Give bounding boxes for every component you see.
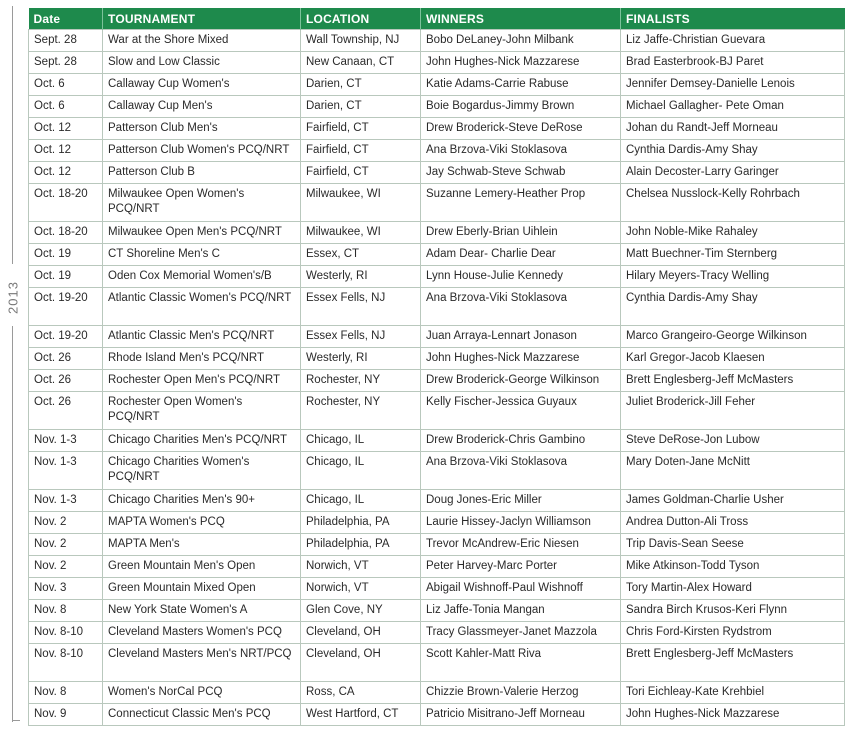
cell-tournament: Patterson Club Men's <box>103 118 301 140</box>
cell-location: Darien, CT <box>301 96 421 118</box>
cell-finalists: Steve DeRose-Jon Lubow <box>621 430 845 452</box>
cell-date: Oct. 18-20 <box>29 222 103 244</box>
cell-winners: Doug Jones-Eric Miller <box>421 490 621 512</box>
cell-finalists: Cynthia Dardis-Amy Shay <box>621 288 845 326</box>
cell-finalists: Brett Englesberg-Jeff McMasters <box>621 370 845 392</box>
cell-finalists: Jennifer Demsey-Danielle Lenois <box>621 74 845 96</box>
cell-finalists: Matt Buechner-Tim Sternberg <box>621 244 845 266</box>
cell-winners: Ana Brzova-Viki Stoklasova <box>421 452 621 490</box>
cell-location: Chicago, IL <box>301 452 421 490</box>
header-location: LOCATION <box>301 8 421 30</box>
cell-tournament: Green Mountain Mixed Open <box>103 578 301 600</box>
cell-finalists: Michael Gallagher- Pete Oman <box>621 96 845 118</box>
cell-tournament: CT Shoreline Men's C <box>103 244 301 266</box>
cell-location: Milwaukee, WI <box>301 222 421 244</box>
cell-tournament: Oden Cox Memorial Women's/B <box>103 266 301 288</box>
cell-tournament: Slow and Low Classic <box>103 52 301 74</box>
cell-date: Oct. 26 <box>29 370 103 392</box>
cell-tournament: Chicago Charities Men's PCQ/NRT <box>103 430 301 452</box>
cell-date: Nov. 3 <box>29 578 103 600</box>
cell-winners: Katie Adams-Carrie Rabuse <box>421 74 621 96</box>
cell-tournament: Atlantic Classic Women's PCQ/NRT <box>103 288 301 326</box>
cell-finalists: Karl Gregor-Jacob Klaesen <box>621 348 845 370</box>
cell-date: Nov. 8 <box>29 682 103 704</box>
cell-winners: Suzanne Lemery-Heather Prop <box>421 184 621 222</box>
cell-tournament: Callaway Cup Men's <box>103 96 301 118</box>
cell-finalists: Chris Ford-Kirsten Rydstrom <box>621 622 845 644</box>
cell-location: Westerly, RI <box>301 266 421 288</box>
cell-winners: Drew Eberly-Brian Uihlein <box>421 222 621 244</box>
cell-finalists: Mary Doten-Jane McNitt <box>621 452 845 490</box>
header-date: Date <box>29 8 103 30</box>
cell-date: Oct. 12 <box>29 162 103 184</box>
cell-winners: Tracy Glassmeyer-Janet Mazzola <box>421 622 621 644</box>
cell-date: Nov. 1-3 <box>29 452 103 490</box>
table-row <box>29 578 845 600</box>
cell-winners: Drew Broderick-Steve DeRose <box>421 118 621 140</box>
cell-date: Oct. 19-20 <box>29 326 103 348</box>
table-row <box>29 348 845 370</box>
cell-location: Fairfield, CT <box>301 140 421 162</box>
table-row <box>29 52 845 74</box>
cell-tournament: MAPTA Women's PCQ <box>103 512 301 534</box>
cell-date: Nov. 8-10 <box>29 644 103 682</box>
cell-location: Essex, CT <box>301 244 421 266</box>
cell-finalists: Brett Englesberg-Jeff McMasters <box>621 644 845 682</box>
cell-date: Sept. 28 <box>29 30 103 52</box>
table-row <box>29 392 845 430</box>
cell-location: Essex Fells, NJ <box>301 288 421 326</box>
cell-tournament: Connecticut Classic Men's PCQ <box>103 704 301 726</box>
cell-location: Darien, CT <box>301 74 421 96</box>
cell-finalists: Chelsea Nusslock-Kelly Rohrbach <box>621 184 845 222</box>
cell-winners: Lynn House-Julie Kennedy <box>421 266 621 288</box>
cell-winners: Juan Arraya-Lennart Jonason <box>421 326 621 348</box>
cell-date: Nov. 2 <box>29 512 103 534</box>
table-row <box>29 30 845 52</box>
cell-location: Cleveland, OH <box>301 622 421 644</box>
side-rule-foot <box>12 720 20 721</box>
cell-tournament: Milwaukee Open Men's PCQ/NRT <box>103 222 301 244</box>
table-row <box>29 556 845 578</box>
cell-location: Philadelphia, PA <box>301 534 421 556</box>
table-row <box>29 644 845 682</box>
cell-tournament: War at the Shore Mixed <box>103 30 301 52</box>
cell-finalists: Juliet Broderick-Jill Feher <box>621 392 845 430</box>
cell-finalists: Johan du Randt-Jeff Morneau <box>621 118 845 140</box>
cell-winners: Liz Jaffe-Tonia Mangan <box>421 600 621 622</box>
cell-finalists: Cynthia Dardis-Amy Shay <box>621 140 845 162</box>
table-row <box>29 184 845 222</box>
table-header <box>29 8 845 30</box>
table-row <box>29 162 845 184</box>
cell-finalists: Trip Davis-Sean Seese <box>621 534 845 556</box>
cell-tournament: Patterson Club Women's PCQ/NRT <box>103 140 301 162</box>
cell-winners: Ana Brzova-Viki Stoklasova <box>421 288 621 326</box>
results-table <box>28 8 845 726</box>
cell-finalists: Sandra Birch Krusos-Keri Flynn <box>621 600 845 622</box>
cell-winners: Ana Brzova-Viki Stoklasova <box>421 140 621 162</box>
side-rule <box>0 0 26 745</box>
table-row <box>29 452 845 490</box>
cell-location: Chicago, IL <box>301 430 421 452</box>
cell-finalists: Alain Decoster-Larry Garinger <box>621 162 845 184</box>
cell-winners: Trevor McAndrew-Eric Niesen <box>421 534 621 556</box>
header-tournament: TOURNAMENT <box>103 8 301 30</box>
cell-location: Ross, CA <box>301 682 421 704</box>
header-winners: WINNERS <box>421 8 621 30</box>
cell-location: Philadelphia, PA <box>301 512 421 534</box>
cell-location: Fairfield, CT <box>301 162 421 184</box>
table-row <box>29 430 845 452</box>
cell-tournament: Cleveland Masters Women's PCQ <box>103 622 301 644</box>
cell-date: Oct. 26 <box>29 348 103 370</box>
cell-finalists: Hilary Meyers-Tracy Welling <box>621 266 845 288</box>
cell-date: Oct. 19 <box>29 266 103 288</box>
cell-date: Sept. 28 <box>29 52 103 74</box>
cell-finalists: James Goldman-Charlie Usher <box>621 490 845 512</box>
cell-finalists: John Hughes-Nick Mazzarese <box>621 704 845 726</box>
cell-tournament: Callaway Cup Women's <box>103 74 301 96</box>
cell-date: Nov. 2 <box>29 534 103 556</box>
cell-tournament: Rochester Open Women's PCQ/NRT <box>103 392 301 430</box>
cell-tournament: Women's NorCal PCQ <box>103 682 301 704</box>
cell-location: Cleveland, OH <box>301 644 421 682</box>
cell-finalists: Tori Eichleay-Kate Krehbiel <box>621 682 845 704</box>
table-row <box>29 96 845 118</box>
cell-location: Chicago, IL <box>301 490 421 512</box>
cell-date: Oct. 19 <box>29 244 103 266</box>
cell-finalists: Liz Jaffe-Christian Guevara <box>621 30 845 52</box>
table-row <box>29 118 845 140</box>
cell-winners: Bobo DeLaney-John Milbank <box>421 30 621 52</box>
cell-location: Essex Fells, NJ <box>301 326 421 348</box>
cell-date: Oct. 12 <box>29 140 103 162</box>
table-row <box>29 490 845 512</box>
table-body <box>29 30 845 726</box>
cell-date: Nov. 8 <box>29 600 103 622</box>
cell-location: New Canaan, CT <box>301 52 421 74</box>
table-row <box>29 622 845 644</box>
cell-date: Oct. 19-20 <box>29 288 103 326</box>
year-label: 2013 <box>5 281 21 314</box>
cell-date: Nov. 1-3 <box>29 490 103 512</box>
table-row <box>29 326 845 348</box>
header-finalists: FINALISTS <box>621 8 845 30</box>
cell-winners: Scott Kahler-Matt Riva <box>421 644 621 682</box>
cell-winners: John Hughes-Nick Mazzarese <box>421 348 621 370</box>
cell-winners: Jay Schwab-Steve Schwab <box>421 162 621 184</box>
cell-location: Wall Township, NJ <box>301 30 421 52</box>
table-row <box>29 512 845 534</box>
cell-tournament: Rochester Open Men's PCQ/NRT <box>103 370 301 392</box>
cell-winners: John Hughes-Nick Mazzarese <box>421 52 621 74</box>
table-row <box>29 222 845 244</box>
cell-winners: Boie Bogardus-Jimmy Brown <box>421 96 621 118</box>
table-row <box>29 370 845 392</box>
table-row <box>29 74 845 96</box>
cell-location: Westerly, RI <box>301 348 421 370</box>
cell-location: Glen Cove, NY <box>301 600 421 622</box>
cell-location: Norwich, VT <box>301 578 421 600</box>
cell-date: Nov. 1-3 <box>29 430 103 452</box>
cell-tournament: MAPTA Men's <box>103 534 301 556</box>
cell-tournament: Cleveland Masters Men's NRT/PCQ <box>103 644 301 682</box>
table-row <box>29 704 845 726</box>
cell-winners: Abigail Wishnoff-Paul Wishnoff <box>421 578 621 600</box>
cell-location: Rochester, NY <box>301 370 421 392</box>
side-rule-top <box>12 6 13 264</box>
cell-date: Oct. 18-20 <box>29 184 103 222</box>
cell-winners: Peter Harvey-Marc Porter <box>421 556 621 578</box>
cell-tournament: Milwaukee Open Women's PCQ/NRT <box>103 184 301 222</box>
cell-date: Oct. 12 <box>29 118 103 140</box>
cell-tournament: Rhode Island Men's PCQ/NRT <box>103 348 301 370</box>
table-row <box>29 266 845 288</box>
cell-winners: Drew Broderick-George Wilkinson <box>421 370 621 392</box>
cell-winners: Chizzie Brown-Valerie Herzog <box>421 682 621 704</box>
cell-location: Fairfield, CT <box>301 118 421 140</box>
cell-location: West Hartford, CT <box>301 704 421 726</box>
cell-location: Milwaukee, WI <box>301 184 421 222</box>
cell-date: Nov. 9 <box>29 704 103 726</box>
cell-date: Nov. 2 <box>29 556 103 578</box>
cell-winners: Kelly Fischer-Jessica Guyaux <box>421 392 621 430</box>
table-row <box>29 244 845 266</box>
cell-location: Rochester, NY <box>301 392 421 430</box>
cell-location: Norwich, VT <box>301 556 421 578</box>
cell-winners: Adam Dear- Charlie Dear <box>421 244 621 266</box>
cell-tournament: Chicago Charities Women's PCQ/NRT <box>103 452 301 490</box>
table-row <box>29 600 845 622</box>
side-rule-bottom <box>12 326 13 722</box>
cell-finalists: Mike Atkinson-Todd Tyson <box>621 556 845 578</box>
cell-date: Oct. 26 <box>29 392 103 430</box>
cell-date: Oct. 6 <box>29 74 103 96</box>
table-row <box>29 534 845 556</box>
cell-date: Nov. 8-10 <box>29 622 103 644</box>
cell-finalists: Marco Grangeiro-George Wilkinson <box>621 326 845 348</box>
cell-winners: Drew Broderick-Chris Gambino <box>421 430 621 452</box>
cell-winners: Patricio Misitrano-Jeff Morneau <box>421 704 621 726</box>
cell-tournament: New York State Women's A <box>103 600 301 622</box>
cell-date: Oct. 6 <box>29 96 103 118</box>
cell-finalists: John Noble-Mike Rahaley <box>621 222 845 244</box>
table-row <box>29 140 845 162</box>
table-row <box>29 682 845 704</box>
table-row <box>29 288 845 326</box>
cell-finalists: Tory Martin-Alex Howard <box>621 578 845 600</box>
cell-tournament: Green Mountain Men's Open <box>103 556 301 578</box>
cell-finalists: Andrea Dutton-Ali Tross <box>621 512 845 534</box>
cell-tournament: Chicago Charities Men's 90+ <box>103 490 301 512</box>
cell-winners: Laurie Hissey-Jaclyn Williamson <box>421 512 621 534</box>
cell-tournament: Atlantic Classic Men's PCQ/NRT <box>103 326 301 348</box>
cell-tournament: Patterson Club B <box>103 162 301 184</box>
cell-finalists: Brad Easterbrook-BJ Paret <box>621 52 845 74</box>
